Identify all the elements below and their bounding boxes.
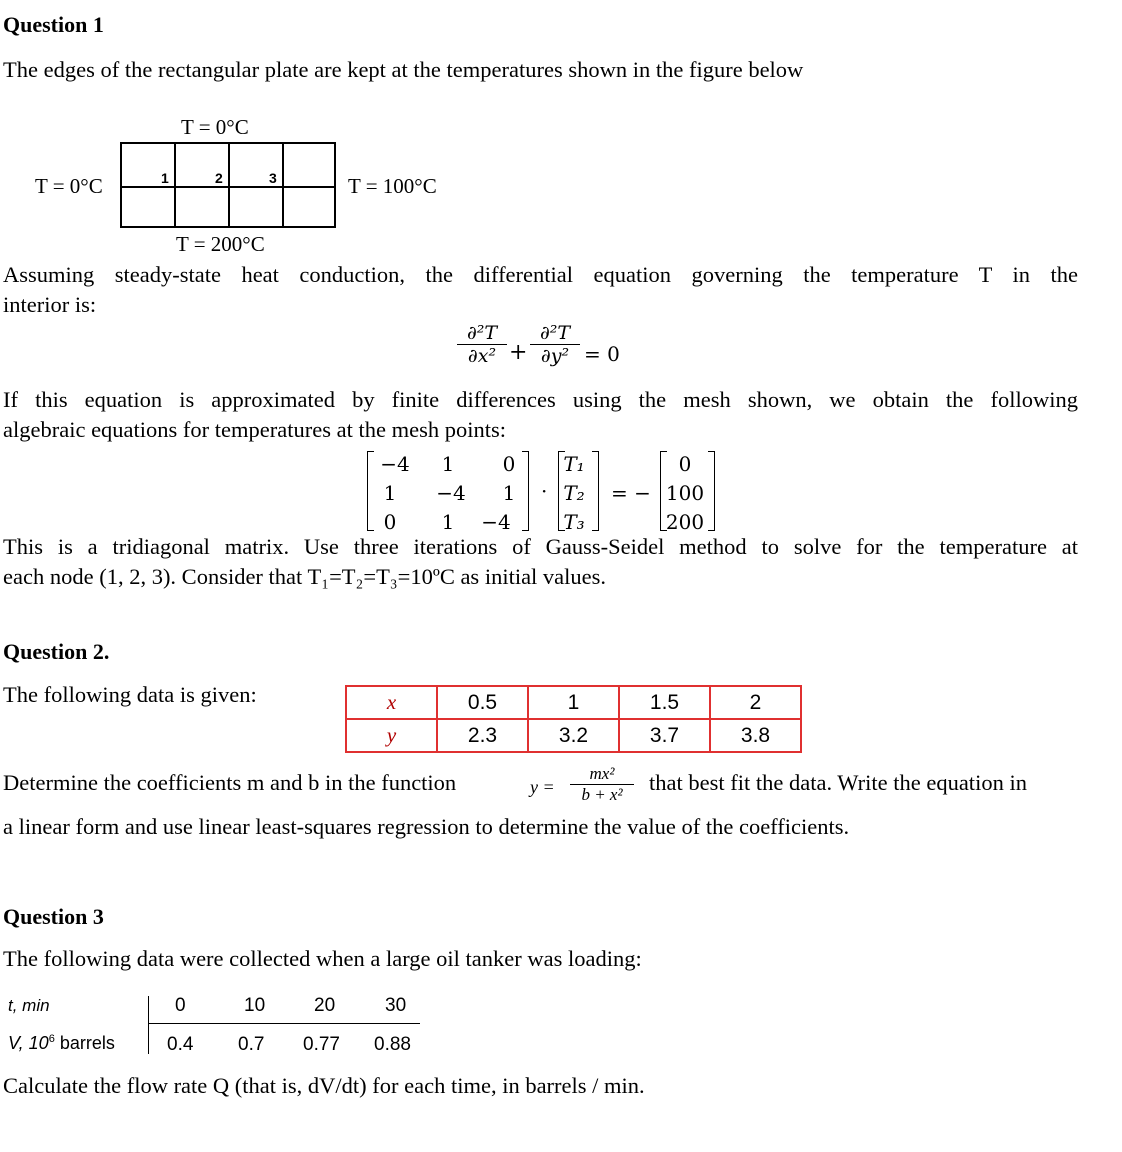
matrix-b-cell: 0 xyxy=(678,452,692,476)
pde-term2 xyxy=(530,322,580,367)
q3-intro: The following data were collected when a large oil tanker was loading: xyxy=(3,946,642,971)
table-row xyxy=(346,719,801,752)
t-value: 0 xyxy=(175,995,186,1016)
y-label: y xyxy=(346,719,437,752)
table-vertical-rule xyxy=(148,996,149,1054)
pde-plus: + xyxy=(509,340,528,365)
pde-term2-num: ∂²T xyxy=(530,322,580,345)
top-edge-temp: T = 0°C xyxy=(181,115,249,139)
plate-mesh xyxy=(120,142,336,228)
t-label-text: t, min xyxy=(8,996,50,1015)
table-row xyxy=(346,686,801,719)
q2-text-line1-a: Determine the coefficients m and b in the function xyxy=(3,770,457,795)
matrix-a-cell: 1 xyxy=(502,481,516,505)
q3-question: Calculate the flow rate Q (that is, dV/dt) for each time, in barrels / min. xyxy=(3,1073,645,1098)
matrix-a-cell: 1 xyxy=(441,452,455,476)
matrix-a-cell: 1 xyxy=(383,481,397,505)
matrix-equals: = − xyxy=(611,481,651,505)
v-value: 0.77 xyxy=(303,1034,340,1055)
v-label-b: barrels xyxy=(54,1033,115,1053)
node-label: 1 xyxy=(161,170,169,186)
node-label: 3 xyxy=(269,170,277,186)
pde-rhs: = 0 xyxy=(584,342,620,366)
matrix-x-cell: T₂ xyxy=(563,481,585,505)
matrix-a-cell: 0 xyxy=(383,510,397,534)
matrix-x-cell: T₃ xyxy=(563,510,585,534)
q1-text-b-line1: If this equation is approximated by finite differences using the mesh shown, we obtain the following xyxy=(3,387,1078,412)
func-fraction xyxy=(570,764,634,805)
x-label: x xyxy=(346,686,437,719)
right-edge-temp: T = 100°C xyxy=(348,174,437,198)
table-cell: 3.7 xyxy=(619,719,710,752)
matrix-a-cell: −4 xyxy=(380,452,410,476)
v-value: 0.88 xyxy=(374,1034,411,1055)
table-cell: 1.5 xyxy=(619,686,710,719)
table-cell: 2 xyxy=(710,686,801,719)
matrix-dot: · xyxy=(541,479,548,503)
matrix-a-cell: −4 xyxy=(481,510,511,534)
func-num: mx² xyxy=(570,764,634,785)
q2-heading: Question 2. xyxy=(3,639,110,664)
table-cell: 0.5 xyxy=(437,686,528,719)
q2-data-table xyxy=(345,685,802,753)
table-cell: 2.3 xyxy=(437,719,528,752)
t-value: 10 xyxy=(244,995,266,1016)
node-label: 2 xyxy=(215,170,223,186)
q1-text-c-line1: This is a tridiagonal matrix. Use three iterations of Gauss-Seidel method to solve for the temperature at xyxy=(3,534,1078,559)
v-value: 0.4 xyxy=(167,1034,194,1055)
matrix-b-cell: 100 xyxy=(665,481,705,505)
matrix-a-cell: −4 xyxy=(436,481,466,505)
v-label xyxy=(8,1033,115,1054)
table-cell: 3.2 xyxy=(528,719,619,752)
v-label-a: V, 10 xyxy=(8,1033,49,1053)
v-value: 0.7 xyxy=(238,1034,265,1055)
q1-intro: The edges of the rectangular plate are kept at the temperatures shown in the figure below xyxy=(3,57,804,82)
table-cell: 1 xyxy=(528,686,619,719)
v-label-exp: 6 xyxy=(48,1033,55,1045)
pde-term2-den: ∂y² xyxy=(540,345,570,367)
table-cell: 3.8 xyxy=(710,719,801,752)
func-lhs: y = xyxy=(530,777,555,797)
q1-text-a-line2: interior is: xyxy=(3,292,97,317)
left-edge-temp: T = 0°C xyxy=(35,174,103,198)
q1-text-a-line1: Assuming steady-state heat conduction, the differential equation governing the temperature T in the xyxy=(3,262,1078,287)
pde-term1-den: ∂x² xyxy=(467,345,497,367)
pde-term1 xyxy=(457,322,507,367)
t-value: 20 xyxy=(314,995,336,1016)
q1-text-c-line2: each node (1, 2, 3). Consider that T₁=T₂=T₃=10ºC as initial values. xyxy=(3,564,607,589)
table-horizontal-rule xyxy=(148,1023,420,1024)
q1-text-b-line2: algebraic equations for temperatures at the mesh points: xyxy=(3,417,506,442)
matrix-a-cell: 0 xyxy=(502,452,516,476)
matrix-b-cell: 200 xyxy=(665,510,705,534)
matrix-a-cell: 1 xyxy=(441,510,455,534)
pde-term1-num: ∂²T xyxy=(457,322,507,345)
matrix-x-cell: T₁ xyxy=(563,452,585,476)
t-value: 30 xyxy=(385,995,407,1016)
t-label xyxy=(8,996,50,1016)
q2-given: The following data is given: xyxy=(3,682,257,707)
bottom-edge-temp: T = 200°C xyxy=(176,232,265,256)
q1-heading: Question 1 xyxy=(3,12,104,37)
q2-text-line1-b: that best fit the data. Write the equation in xyxy=(649,770,1027,795)
func-den: b + x² xyxy=(581,785,623,804)
q3-heading: Question 3 xyxy=(3,904,104,929)
q2-text-line2: a linear form and use linear least-squares regression to determine the value of the coefficients. xyxy=(3,814,850,839)
